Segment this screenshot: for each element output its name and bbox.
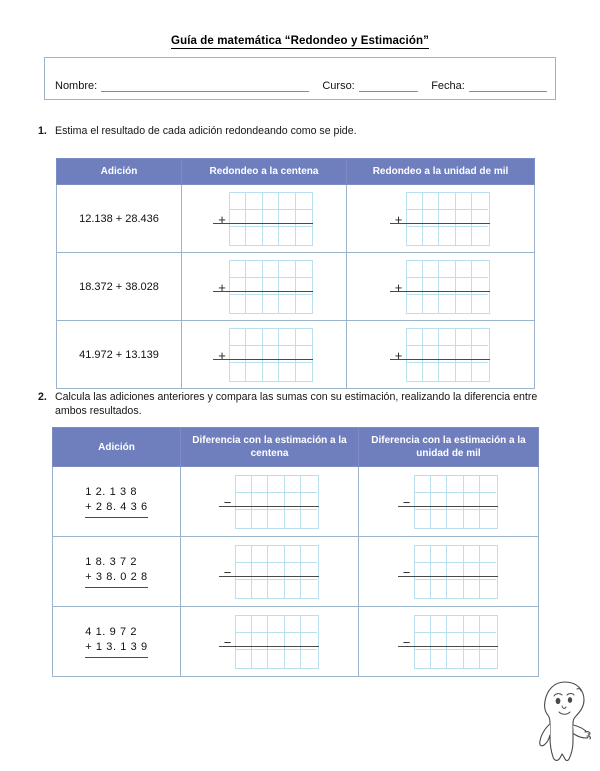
- operation-area: [182, 192, 346, 246]
- student-info-fields: [55, 79, 547, 92]
- answer-grid[interactable]: [229, 192, 313, 246]
- t1-r1-centena-answer[interactable]: [182, 185, 347, 253]
- t2-r2-dif-centena-answer[interactable]: [181, 537, 359, 607]
- exercise-1: [38, 124, 568, 138]
- difference-rule: [398, 646, 498, 647]
- table-row: [53, 607, 539, 677]
- addend-1: 1 2. 1 3 8: [85, 486, 138, 498]
- addend-2: + 3 8. 0 2 8: [85, 571, 148, 583]
- t1-r1-unidadmil-answer[interactable]: [347, 185, 535, 253]
- exercise-2-number: 2.: [38, 391, 47, 403]
- table-row: [53, 537, 539, 607]
- t2-r2-dif-unidadmil-answer[interactable]: [359, 537, 539, 607]
- minus-icon: −: [402, 635, 411, 650]
- t1-header-adicion: Adición: [57, 159, 182, 185]
- difference-rule: [219, 506, 319, 507]
- sum-rule: [213, 291, 313, 292]
- operation-area: [347, 260, 534, 314]
- operation-area: [347, 192, 534, 246]
- operation-area: [181, 545, 358, 599]
- answer-grid[interactable]: [414, 475, 498, 529]
- minus-icon: −: [402, 495, 411, 510]
- vertical-addition: [85, 555, 148, 588]
- answer-grid[interactable]: [235, 475, 319, 529]
- operation-area: [182, 328, 346, 382]
- exercise-1-number: 1.: [38, 125, 47, 137]
- t2-r3-dif-unidadmil-answer[interactable]: [359, 607, 539, 677]
- t1-r3-adicion: 41.972 + 13.139: [57, 321, 182, 389]
- addend-1: 1 8. 3 7 2: [85, 556, 138, 568]
- exercise-1-instruction: Estima el resultado de cada adición redondeando como se pide.: [55, 125, 357, 137]
- answer-grid[interactable]: [229, 328, 313, 382]
- t2-r3-adicion: [53, 607, 181, 677]
- table-row: [57, 253, 535, 321]
- ghost-character-icon: [532, 679, 598, 765]
- table-row: [53, 467, 539, 537]
- sum-rule: [213, 359, 313, 360]
- minus-icon: −: [402, 565, 411, 580]
- exercise-2-instruction: Calcula las adiciones anteriores y compara las sumas con su estimación, realizando la diferencia entre ambos resultados.: [55, 391, 538, 417]
- vertical-addition: [85, 485, 148, 518]
- answer-grid[interactable]: [229, 260, 313, 314]
- operation-area: [347, 328, 534, 382]
- t1-r1-adicion: 12.138 + 28.436: [57, 185, 182, 253]
- t2-r1-adicion: [53, 467, 181, 537]
- t1-header-unidad-mil: Redondeo a la unidad de mil: [347, 159, 535, 185]
- operation-area: [359, 545, 538, 599]
- difference-rule: [219, 576, 319, 577]
- t1-r3-unidadmil-answer[interactable]: [347, 321, 535, 389]
- difference-rule: [398, 506, 498, 507]
- plus-icon: +: [218, 280, 226, 295]
- t2-r2-adicion: [53, 537, 181, 607]
- t2-header-dif-centena: Diferencia con la estimación a la centena: [181, 428, 359, 467]
- operation-area: [182, 260, 346, 314]
- addend-2: + 2 8. 4 3 6: [85, 501, 148, 513]
- table-row: [57, 185, 535, 253]
- curso-label: Curso:: [322, 80, 355, 92]
- t2-header-dif-unidad-mil: Diferencia con la estimación a la unidad de mil: [359, 428, 539, 467]
- answer-grid[interactable]: [235, 545, 319, 599]
- addition-rule: [85, 587, 148, 588]
- difference-table: [52, 427, 539, 677]
- addend-1: 4 1. 9 7 2: [85, 626, 138, 638]
- plus-icon: +: [218, 348, 226, 363]
- t2-r1-dif-centena-answer[interactable]: [181, 467, 359, 537]
- minus-icon: −: [223, 495, 232, 510]
- sum-rule: [213, 223, 313, 224]
- answer-grid[interactable]: [235, 615, 319, 669]
- t1-r2-unidadmil-answer[interactable]: [347, 253, 535, 321]
- nombre-input[interactable]: [101, 79, 309, 92]
- t2-r3-dif-centena-answer[interactable]: [181, 607, 359, 677]
- nombre-label: Nombre:: [55, 80, 98, 92]
- t2-r1-dif-unidadmil-answer[interactable]: [359, 467, 539, 537]
- answer-grid[interactable]: [414, 615, 498, 669]
- addition-rule: [85, 517, 148, 518]
- exercise-2: [38, 390, 568, 418]
- minus-icon: −: [223, 635, 232, 650]
- operation-area: [181, 475, 358, 529]
- sum-rule: [390, 291, 490, 292]
- operation-area: [359, 475, 538, 529]
- plus-icon: +: [394, 212, 403, 227]
- plus-icon: +: [218, 212, 226, 227]
- page-title-wrap: [0, 31, 600, 49]
- t1-header-centena: Redondeo a la centena: [182, 159, 347, 185]
- answer-grid[interactable]: [406, 192, 490, 246]
- fecha-input[interactable]: [469, 79, 547, 92]
- t1-r2-adicion: 18.372 + 38.028: [57, 253, 182, 321]
- operation-area: [359, 615, 538, 669]
- page-title: Guía de matemática “Redondeo y Estimación”: [171, 35, 429, 47]
- sum-rule: [390, 359, 490, 360]
- table-header-row: [57, 159, 535, 185]
- addend-2: + 1 3. 1 3 9: [85, 641, 148, 653]
- difference-rule: [398, 576, 498, 577]
- answer-grid[interactable]: [406, 260, 490, 314]
- vertical-addition: [85, 625, 148, 658]
- table-header-row: [53, 428, 539, 467]
- difference-rule: [219, 646, 319, 647]
- addition-rule: [85, 657, 148, 658]
- operation-area: [181, 615, 358, 669]
- t1-r2-centena-answer[interactable]: [182, 253, 347, 321]
- t1-r3-centena-answer[interactable]: [182, 321, 347, 389]
- curso-input[interactable]: [359, 79, 418, 92]
- plus-icon: +: [394, 280, 403, 295]
- fecha-label: Fecha:: [431, 80, 465, 92]
- answer-grid[interactable]: [406, 328, 490, 382]
- plus-icon: +: [394, 348, 403, 363]
- minus-icon: −: [223, 565, 232, 580]
- t2-header-adicion: Adición: [53, 428, 181, 467]
- table-row: [57, 321, 535, 389]
- answer-grid[interactable]: [414, 545, 498, 599]
- sum-rule: [390, 223, 490, 224]
- student-info-box: [44, 57, 556, 100]
- rounding-table: [56, 158, 535, 389]
